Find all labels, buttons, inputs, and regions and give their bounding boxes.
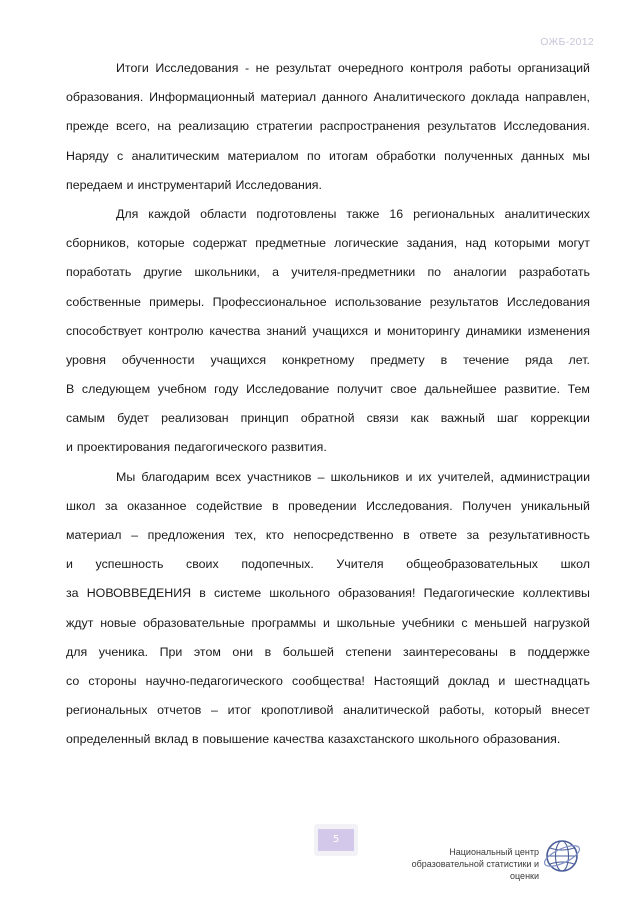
text-line xyxy=(66,54,590,83)
word: отчетов xyxy=(157,703,202,718)
word: Для xyxy=(116,206,139,221)
word: обработки xyxy=(376,148,436,163)
word: данного xyxy=(321,90,368,105)
word: другие xyxy=(143,265,183,280)
word: аналитических xyxy=(504,206,590,221)
word: очередного xyxy=(338,61,404,75)
word: новые xyxy=(100,615,137,630)
word: будет xyxy=(117,411,150,426)
word: развития. xyxy=(271,440,327,455)
word: также xyxy=(346,206,380,221)
word: образовательные xyxy=(143,615,245,630)
text-line xyxy=(66,667,590,696)
word: нагрузкой xyxy=(533,615,590,630)
word: и xyxy=(126,177,134,192)
word: Исследования xyxy=(155,61,239,75)
word: региональных xyxy=(413,206,495,221)
word: Учителя xyxy=(336,557,384,572)
word: дальнейшее xyxy=(424,382,497,397)
word: и xyxy=(66,440,73,455)
word: большей xyxy=(282,644,334,659)
word: школьного xyxy=(269,586,330,601)
word: школьников xyxy=(330,469,400,484)
word: стратегии xyxy=(256,119,313,134)
word: реализован xyxy=(161,411,229,426)
text-line xyxy=(66,609,590,638)
word: коррекции xyxy=(530,411,590,426)
word: работы xyxy=(469,61,512,75)
word: который xyxy=(494,703,542,718)
word: инструментарий xyxy=(137,177,232,192)
word: - xyxy=(244,61,250,75)
word: внесет xyxy=(551,703,590,718)
text-line xyxy=(66,112,590,141)
word: итог xyxy=(227,703,252,718)
word: году xyxy=(214,382,239,397)
word: ответе xyxy=(419,528,458,542)
word: 16 xyxy=(389,206,404,221)
word: сборников, xyxy=(66,236,130,251)
word: каждой xyxy=(148,206,191,221)
word: конкретному xyxy=(281,352,355,367)
word: школьные xyxy=(336,615,396,630)
word: могут xyxy=(558,236,590,251)
word: меньшей xyxy=(474,615,527,630)
word: для xyxy=(66,644,88,659)
word: всех xyxy=(215,469,242,484)
word: учебники xyxy=(401,615,455,630)
page-number: 5 xyxy=(318,829,354,851)
text-line xyxy=(66,463,590,492)
text-line xyxy=(66,142,590,171)
word: региональных xyxy=(66,703,148,718)
word: организаций xyxy=(517,61,590,75)
word: материалом xyxy=(227,148,299,163)
text-line xyxy=(66,317,590,346)
word: образования. xyxy=(483,732,561,747)
text-line xyxy=(66,258,590,287)
word: Исследования xyxy=(506,294,590,309)
word: следующем xyxy=(81,382,151,397)
word: а xyxy=(272,265,280,280)
word: результатов xyxy=(427,119,497,134)
word: Исследования. xyxy=(503,119,590,134)
word: сообщества! xyxy=(291,673,365,688)
organization-name-line-1: Национальный центр xyxy=(449,847,539,857)
word: образования! xyxy=(338,586,416,601)
organization-name xyxy=(396,846,539,882)
page-number-badge xyxy=(314,824,358,856)
word: мы xyxy=(572,148,590,163)
word: обратной xyxy=(300,411,355,426)
text-line xyxy=(66,725,590,754)
word: которыми xyxy=(494,236,551,251)
word: с xyxy=(461,615,468,630)
word: участников xyxy=(247,469,312,484)
word: изменения xyxy=(527,323,590,338)
globe-logo-icon xyxy=(542,836,582,876)
word: прежде xyxy=(66,119,109,134)
word: и xyxy=(66,557,73,572)
word: и xyxy=(374,323,381,338)
word: логические xyxy=(334,236,399,251)
word: тех, xyxy=(234,528,257,542)
word: степени xyxy=(345,644,392,659)
word: коллективы xyxy=(522,586,590,601)
word: доклад xyxy=(448,673,490,688)
word: кропотливой xyxy=(261,703,334,718)
word: Мы xyxy=(116,469,136,484)
word: казахстанского xyxy=(328,732,415,747)
word: итогам xyxy=(328,148,368,163)
word: обученности xyxy=(121,352,195,367)
word: задания, xyxy=(406,236,458,251)
word: качества xyxy=(273,732,324,747)
word: вклад xyxy=(154,732,188,747)
word: данных xyxy=(521,148,565,163)
text-line xyxy=(66,171,590,200)
text-line xyxy=(66,200,590,229)
word: материал xyxy=(260,90,317,105)
word: их xyxy=(418,469,432,484)
word: – xyxy=(211,703,218,718)
word: общеобразовательных xyxy=(406,557,538,572)
word: лет. xyxy=(568,352,590,367)
word: педагогического xyxy=(174,440,268,455)
text-line xyxy=(66,433,590,462)
word: проектирования xyxy=(76,440,171,455)
word: стороны xyxy=(88,673,137,688)
word: течение xyxy=(463,352,510,367)
text-line xyxy=(66,579,590,608)
word: собственные xyxy=(66,294,141,309)
word: использование xyxy=(334,294,422,309)
word: проведении xyxy=(288,498,357,513)
word: ждут xyxy=(66,615,94,630)
word: содействие xyxy=(196,498,263,513)
word: – xyxy=(317,469,325,484)
word: Профессиональное xyxy=(212,294,327,309)
word: результат xyxy=(275,61,332,75)
word: Настоящий xyxy=(373,673,440,688)
word: над xyxy=(465,236,487,251)
word: школьного xyxy=(418,732,480,747)
word: непосредственно xyxy=(293,528,394,542)
word: работы, xyxy=(439,703,485,718)
word: научно-педагогического xyxy=(145,673,283,688)
word: администрации xyxy=(500,469,590,484)
word: развитие. xyxy=(504,382,561,397)
word: результативность xyxy=(488,528,590,542)
word: за xyxy=(104,498,118,513)
word: уровня xyxy=(66,352,106,367)
word: в xyxy=(271,498,279,513)
word: полученных xyxy=(444,148,513,163)
word: повышение xyxy=(202,732,270,747)
word: способствует xyxy=(66,323,143,338)
word: в xyxy=(199,586,206,601)
word: разработать xyxy=(518,265,590,280)
word: и xyxy=(498,673,506,688)
word: и xyxy=(322,615,330,630)
word: по xyxy=(427,265,442,280)
word: Получен xyxy=(462,498,512,513)
word: на xyxy=(157,119,172,134)
word: доклада xyxy=(471,90,520,105)
word: динамики xyxy=(466,323,522,338)
word: за xyxy=(66,586,79,601)
word: предложения xyxy=(147,528,225,542)
word: школ xyxy=(66,498,96,513)
text-line xyxy=(66,638,590,667)
word: Исследования. xyxy=(235,177,322,192)
word: важный xyxy=(440,411,485,426)
word: НОВОВВЕДЕНИЯ xyxy=(86,586,192,601)
text-line xyxy=(66,404,590,433)
word: которые xyxy=(137,236,185,251)
word: за xyxy=(466,528,480,542)
word: подопечных. xyxy=(241,557,314,572)
header-tag: ОЖБ-2012 xyxy=(540,36,594,48)
word: как xyxy=(410,411,429,426)
word: в xyxy=(440,352,448,367)
text-line xyxy=(66,492,590,521)
word: своих xyxy=(186,557,219,572)
word: направлен, xyxy=(525,90,590,105)
word: качества xyxy=(209,323,261,338)
word: Информационный xyxy=(149,90,255,105)
word: предметные xyxy=(255,236,327,251)
word: свое xyxy=(390,382,417,397)
word: При xyxy=(159,644,183,659)
text-line xyxy=(66,375,590,404)
word: контролю xyxy=(148,323,204,338)
word: шаг xyxy=(497,411,519,426)
word: предмету xyxy=(370,352,425,367)
word: этом xyxy=(193,644,221,659)
word: в xyxy=(264,644,272,659)
word: они xyxy=(232,644,254,659)
word: Наряду xyxy=(66,148,109,163)
word: знаний xyxy=(266,323,307,338)
document-body xyxy=(66,54,590,755)
word: примеры. xyxy=(149,294,205,309)
word: по xyxy=(307,148,321,163)
text-line xyxy=(66,288,590,317)
word: системе xyxy=(213,586,262,601)
word: шестнадцать xyxy=(514,673,590,688)
word: школьники, xyxy=(194,265,260,280)
text-line xyxy=(66,550,590,579)
word: в xyxy=(509,644,517,659)
word: получит xyxy=(336,382,383,397)
word: – xyxy=(131,528,139,542)
word: Аналитического xyxy=(373,90,466,105)
word: поработать xyxy=(66,265,132,280)
word: учащихся xyxy=(312,323,369,338)
word: самым xyxy=(66,411,106,426)
word: Тем xyxy=(567,382,590,397)
word: заинтересованы xyxy=(403,644,498,659)
word: кто xyxy=(265,528,284,542)
word: и xyxy=(405,469,413,484)
text-line xyxy=(66,521,590,550)
word: не xyxy=(255,61,270,75)
word: Исследования. xyxy=(366,498,453,513)
word: со xyxy=(66,673,80,688)
word: принцип xyxy=(240,411,289,426)
word: школ xyxy=(560,557,590,572)
word: Педагогические xyxy=(423,586,515,601)
word: распространения xyxy=(319,119,421,134)
word: учебном xyxy=(157,382,207,397)
word: учителя-предметники xyxy=(291,265,416,280)
word: мониторингу xyxy=(387,323,460,338)
word: аналитическим xyxy=(131,148,220,163)
word: передаем xyxy=(66,177,123,192)
word: успешность xyxy=(95,557,164,572)
word: в xyxy=(191,732,199,747)
word: Итоги xyxy=(116,61,149,75)
text-line xyxy=(66,229,590,258)
word: программы xyxy=(251,615,317,630)
word: материал xyxy=(66,528,122,542)
word: аналогии xyxy=(453,265,507,280)
word: поддержке xyxy=(527,644,590,659)
word: области xyxy=(200,206,247,221)
organization-name-line-2: образовательной статистики и оценки xyxy=(411,859,539,881)
word: связи xyxy=(366,411,399,426)
word: с xyxy=(117,148,124,163)
word: ученика. xyxy=(98,644,149,659)
word: В xyxy=(66,382,75,397)
word: содержат xyxy=(192,236,248,251)
word: контроля xyxy=(410,61,463,75)
word: реализацию xyxy=(178,119,250,134)
word: в xyxy=(403,528,410,542)
word: учителей, xyxy=(437,469,494,484)
text-line xyxy=(66,696,590,725)
word: подготовлены xyxy=(256,206,337,221)
word: оказанное xyxy=(127,498,187,513)
text-line xyxy=(66,83,590,112)
word: определенный xyxy=(66,732,151,747)
word: аналитической xyxy=(343,703,430,718)
word: результатов xyxy=(429,294,499,309)
word: ряда xyxy=(525,352,553,367)
word: образования. xyxy=(66,90,144,105)
text-line xyxy=(66,346,590,375)
word: Исследование xyxy=(246,382,330,397)
word: уникальный xyxy=(520,498,590,513)
word: всего, xyxy=(116,119,151,134)
word: учащихся xyxy=(210,352,267,367)
word: благодарим xyxy=(141,469,210,484)
